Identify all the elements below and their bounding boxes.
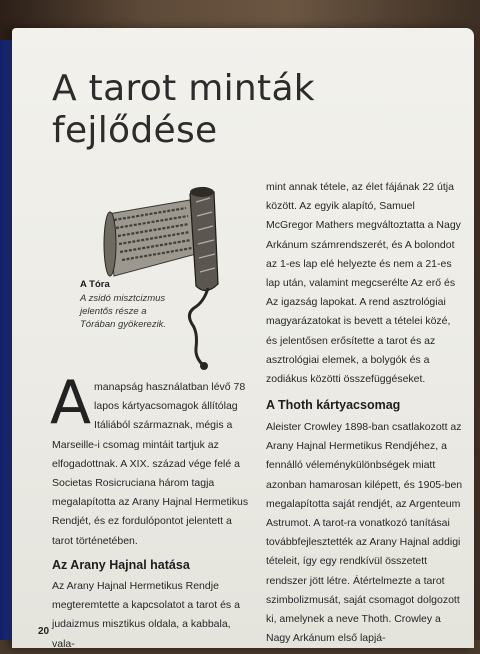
right-column-text <box>266 178 464 389</box>
page-title <box>52 68 315 152</box>
caption-title: A Tóra <box>80 279 110 290</box>
title-line-1: A tarot minták <box>52 68 315 109</box>
heading-thoth: A Thoth kártyacsomag <box>266 398 401 412</box>
caption-text: A zsidó misztcizmus jelentős része a Tórában gyökerezik. <box>80 293 167 330</box>
torah-scroll-illustration <box>98 172 238 372</box>
page-number: 20 <box>38 626 50 637</box>
thoth-paragraph: Aleister Crowley 1898-ban csatlakozott az Arany Hajnal Hermetikus Rendjéhez, a fennálló véleménykülönbségek miatt azonban hamarosan kilépett, és 1905-ben megalapította saját rendjét, az Argenteum Astrumot. A tarot-ra vonatkozó tanításai továbbfejlesztették az Arany Hajnal addigi tételeit, így egy rendkívül összetett rendszer jött létre. Átértelmezte a tarot szimbolizmusát, saját csomagot dolgozott ki, amelynek a neve Thoth. Crowley a Nagy Arkánum első lapjá- <box>266 421 463 645</box>
thoth-paragraph-block <box>266 418 464 648</box>
left-column-text <box>50 368 254 551</box>
right-column-paragraph: mint annak tétele, az élet fájának 22 útja között. Az egyik alapító, Samuel McGregor Mathers megváltoztatta a Nagy Arkánum számrendszerét, és A bolondot az 1-es lap elé helyezte és nem a 21-es lap után, valamint megcserélte Az erő és Az igazság lapokat. A rend asztrológiai magyarázatokat is bevett a tételei közé, és jelentősen erősítette a tarot és az asztrológiai elemek, a bolygók és a zodiákus közötti összefüggéseket. <box>266 181 461 386</box>
drop-cap: A <box>50 368 92 438</box>
intro-paragraph: manapság használatban lévő 78 lapos kártyacsomagok állítólag Itáliából származnak, mégis a Marseille-i csomag mintáit tartjuk az elfogadottnak. A XIX. század vége felé a Societas Rosicruciana három tagja megalapította az Arany Hajnal Hermetikus Rendjét, és ez fordulópontot jelentett a tarot történetében. <box>52 381 249 547</box>
title-line-2: fejlődése <box>52 110 218 151</box>
hajnal-paragraph: Az Arany Hajnal Hermetikus Rendje megteremtette a kapcsolatot a tarot és a judaizmus misztikus oldala, a kabbala, vala- <box>52 580 240 650</box>
figure-caption <box>80 278 170 331</box>
heading-arany-hajnal: Az Arany Hajnal hatása <box>52 558 190 572</box>
hajnal-paragraph-block <box>52 577 254 654</box>
